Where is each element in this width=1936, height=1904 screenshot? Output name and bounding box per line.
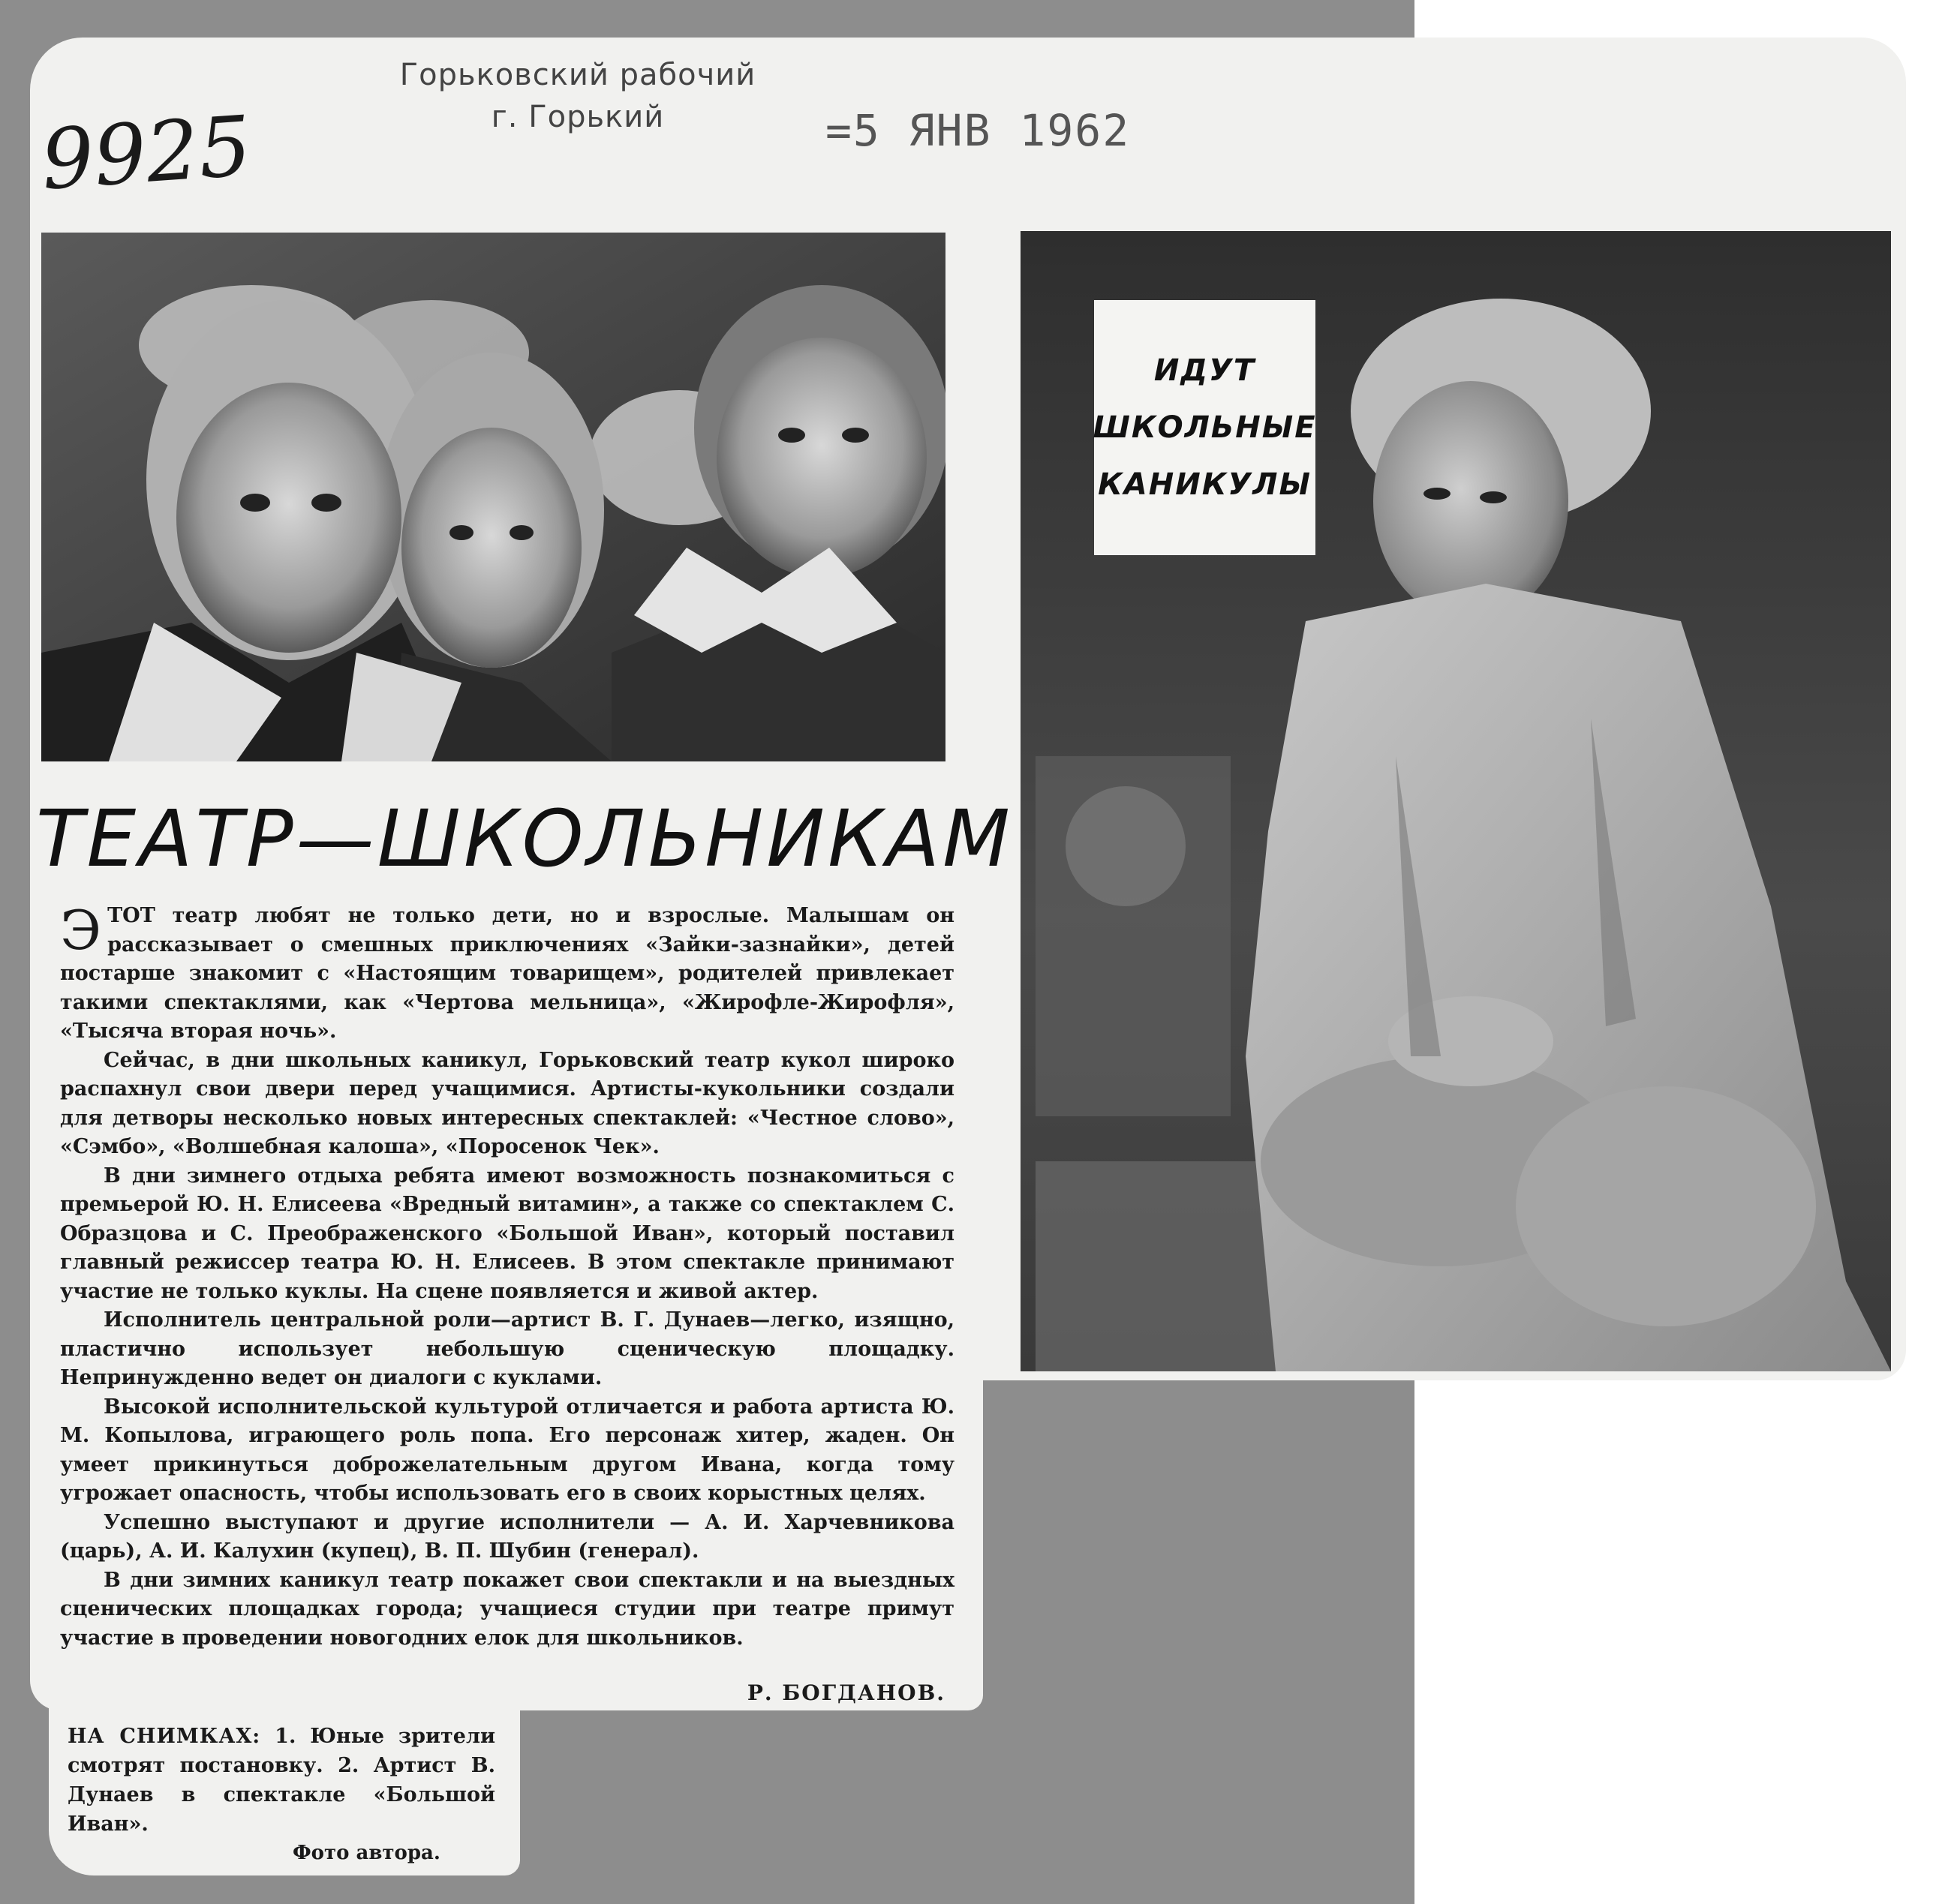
article-paragraph: Исполнитель центральной роли—артист В. Г. Дунаев—легко, изящно, пластично использует небольшую сценическую площадку. Непринужденно ведет он диалоги с куклами. — [60, 1308, 954, 1389]
article-author: Р. БОГДАНОВ. — [747, 1680, 945, 1705]
article-paragraph: В дни зимнего отдыха ребята имеют возможность познакомиться с премьерой Ю. Н. Елисеева «Вредный витамин», а также со спектаклем С. Образцова и С. Преображенского «Большой Иван», который поставил главный режиссер театра Ю. Н. Елисеев. В этом спектакле принимают участие не только куклы. На сцене появляется и живой актер. — [60, 1164, 954, 1303]
photo-young-spectators — [41, 233, 945, 761]
article-paragraph: Высокой исполнительской культурой отличается и работа артиста Ю. М. Копылова, играющего роль попа. Его персонаж хитер, жаден. Он умеет прикинуться доброжелательным другом Ивана, когда тому угрожает опасность, чтобы использовать его в своих корыстных целях. — [60, 1395, 954, 1505]
section-tag-line-3: КАНИКУЛЫ — [1098, 467, 1312, 502]
date-stamp: =5 ЯНВ 1962 — [825, 105, 1131, 156]
section-tag-line-1: ИДУТ — [1153, 353, 1256, 388]
article-body — [60, 899, 954, 1653]
photo-caption — [68, 1722, 495, 1839]
article-paragraph: Сейчас, в дни школьных каникул, Горьковский театр кукол широко распахнул свои двери перед учащимися. Артисты-кукольники создали для детворы несколько новых интересных спектаклей: «Честное слово», «Сэмбо», «Волшебная калоша», «Поросенок Чек». — [60, 1048, 954, 1158]
handwritten-archive-number: 9925 — [38, 98, 255, 209]
article-paragraph: Успешно выступают и другие исполнители — А. И. Харчевникова (царь), А. И. Калухин (купец), В. П. Шубин (генерал). — [60, 1510, 954, 1563]
newspaper-name: Горьковский рабочий — [399, 58, 756, 92]
newspaper-city: г. Горький — [491, 100, 665, 134]
article-paragraph: ЭТОТ театр любят не только дети, но и взрослые. Малышам он рассказывает о смешных приключениях «Зайки-зазнайки», детей постарше знакомит с «Настоящим товарищем», родителей привлекает такими спектаклями, как «Чертова мельница», «Жирофле-Жирофля», «Тысяча вторая ночь». — [60, 899, 954, 1043]
article-headline: ТЕАТР—ШКОЛЬНИКАМ — [36, 793, 1013, 884]
photo-young-spectators-image — [41, 233, 945, 761]
section-tag-line-2: ШКОЛЬНЫЕ — [1093, 410, 1317, 445]
newspaper-masthead — [353, 54, 803, 138]
photo-caption-label: НА СНИМКАХ: — [68, 1725, 261, 1748]
photo-credit: Фото автора. — [293, 1842, 440, 1864]
photo-caption-text: 1. Юные зрители смотрят постановку. 2. Артист В. Дунаев в спектакле «Большой Иван». — [68, 1725, 496, 1836]
article-paragraph: В дни зимних каникул театр покажет свои спектакли и на выездных сценических площадках города; учащиеся студии при театре примут участие в проведении новогодних елок для школьников. — [60, 1568, 954, 1650]
section-tag-school-holidays — [1094, 300, 1315, 555]
